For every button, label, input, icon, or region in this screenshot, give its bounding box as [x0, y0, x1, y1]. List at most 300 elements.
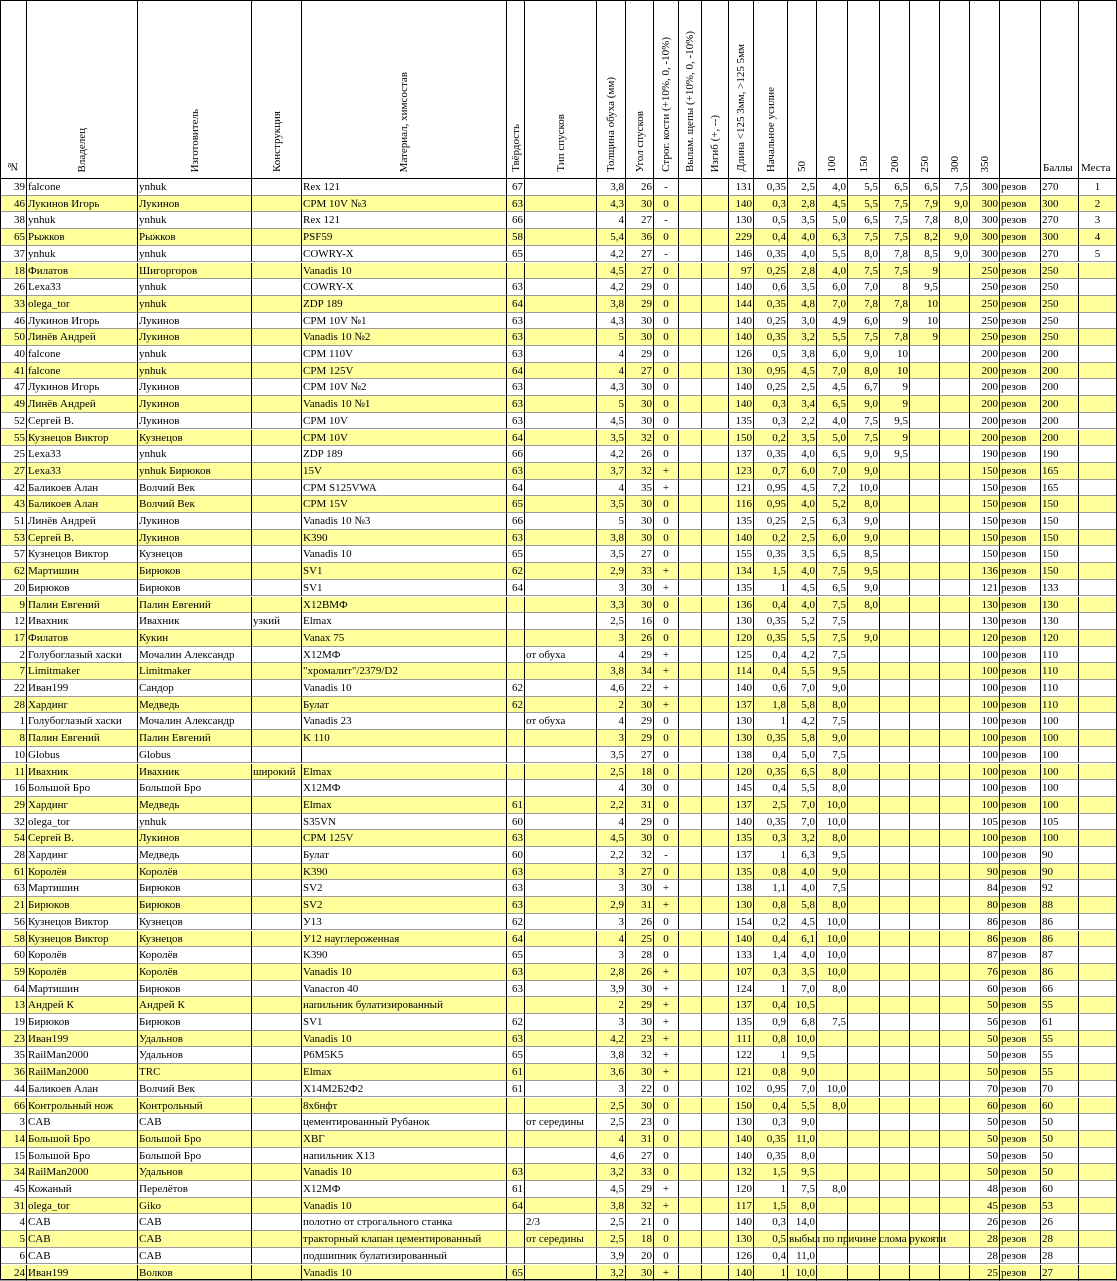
cell-c350: 28 [970, 1248, 1000, 1265]
cell-num: 28 [0, 847, 27, 864]
cell-c350: 130 [970, 597, 1000, 614]
cell-bone: + [654, 1181, 679, 1198]
cell-note: резов [1000, 1131, 1041, 1148]
cell-grind [525, 530, 597, 547]
cell-hardness [507, 764, 525, 781]
cell-c300 [940, 546, 970, 563]
cell-num: 56 [0, 914, 27, 931]
cell-note: резов [1000, 446, 1041, 463]
cell-c300 [940, 363, 970, 380]
cell-maker: Волчий Век [138, 496, 252, 513]
cell-maker: Перелётов [138, 1181, 252, 1198]
cell-force: 0,35 [754, 329, 788, 346]
cell-pliers [679, 1098, 702, 1115]
cell-pliers [679, 1231, 702, 1248]
cell-c50: 4,0 [788, 864, 817, 881]
cell-note: резов [1000, 764, 1041, 781]
cell-material: Vanadis 10 №2 [302, 329, 507, 346]
cell-design [252, 1014, 302, 1031]
cell-c200 [880, 463, 910, 480]
cell-angle: 30 [626, 597, 654, 614]
cell-note: резов [1000, 914, 1041, 931]
cell-bend [702, 1198, 729, 1215]
cell-hardness: 63 [507, 313, 525, 330]
cell-c300 [940, 296, 970, 313]
cell-design [252, 446, 302, 463]
cell-note: резов [1000, 296, 1041, 313]
cell-place [1079, 981, 1117, 998]
cell-angle: 36 [626, 229, 654, 246]
cell-c50: 7,0 [788, 981, 817, 998]
cell-c50: 10,0 [788, 1265, 817, 1281]
cell-note: резов [1000, 263, 1041, 280]
cell-grind [525, 1064, 597, 1081]
cell-c350: 150 [970, 463, 1000, 480]
cell-grind: от середины [525, 1114, 597, 1131]
cell-note: резов [1000, 1047, 1041, 1064]
cell-score: 100 [1041, 713, 1079, 730]
cell-c200 [880, 1148, 910, 1165]
cell-c350: 136 [970, 563, 1000, 580]
cell-pliers [679, 613, 702, 630]
cell-angle: 26 [626, 179, 654, 196]
cell-c50: 6,8 [788, 1014, 817, 1031]
cell-hardness: 63 [507, 379, 525, 396]
cell-pliers [679, 880, 702, 897]
cell-material: Vanadis 10 №1 [302, 396, 507, 413]
cell-c200 [880, 814, 910, 831]
cell-c150: 8,0 [848, 496, 880, 513]
cell-c250 [910, 730, 940, 747]
cell-c100: 10,0 [817, 914, 848, 931]
cell-c200: 7,5 [880, 212, 910, 229]
cell-c300 [940, 1148, 970, 1165]
cell-pliers [679, 1181, 702, 1198]
cell-owner: falcone [27, 179, 138, 196]
cell-c100: 6,5 [817, 580, 848, 597]
cell-thickness: 3 [597, 580, 626, 597]
cell-c50: 4,0 [788, 597, 817, 614]
cell-grind [525, 897, 597, 914]
header-c200 [880, 0, 910, 179]
cell-score: 190 [1041, 446, 1079, 463]
cell-material: Vanacron 40 [302, 981, 507, 998]
cell-c300 [940, 1031, 970, 1048]
cell-design [252, 530, 302, 547]
cell-c250 [910, 814, 940, 831]
cell-c150 [848, 997, 880, 1014]
cell-place [1079, 997, 1117, 1014]
cell-note: резов [1000, 680, 1041, 697]
cell-owner: Королёв [27, 864, 138, 881]
cell-c250 [910, 413, 940, 430]
cell-owner: Линёв Андрей [27, 396, 138, 413]
cell-angle: 29 [626, 296, 654, 313]
cell-angle: 30 [626, 379, 654, 396]
cell-place [1079, 480, 1117, 497]
cell-place: 1 [1079, 179, 1117, 196]
cell-grind [525, 346, 597, 363]
cell-thickness: 2,9 [597, 563, 626, 580]
cell-c200 [880, 1081, 910, 1098]
cell-maker: ynhuk [138, 363, 252, 380]
cell-num: 44 [0, 1081, 27, 1098]
cell-material: CPM 125V [302, 830, 507, 847]
cell-length: 135 [729, 513, 754, 530]
cell-length: 145 [729, 780, 754, 797]
cell-note: резов [1000, 597, 1041, 614]
cell-num: 66 [0, 1098, 27, 1115]
cell-score: 28 [1041, 1231, 1079, 1248]
cell-angle: 32 [626, 463, 654, 480]
cell-c200 [880, 864, 910, 881]
cell-c350: 190 [970, 446, 1000, 463]
cell-pliers [679, 797, 702, 814]
cell-c300 [940, 747, 970, 764]
cell-c150: 8,0 [848, 597, 880, 614]
cell-c150 [848, 780, 880, 797]
cell-grind [525, 480, 597, 497]
cell-place [1079, 430, 1117, 447]
cell-material: CPM 125V [302, 363, 507, 380]
cell-grind [525, 496, 597, 513]
cell-bone: 0 [654, 630, 679, 647]
cell-hardness: 65 [507, 1265, 525, 1281]
cell-grind [525, 196, 597, 213]
cell-thickness: 3 [597, 1081, 626, 1098]
cell-grind [525, 964, 597, 981]
cell-c100: 9,0 [817, 680, 848, 697]
cell-length: 135 [729, 830, 754, 847]
cell-c350: 50 [970, 1047, 1000, 1064]
cell-score: 66 [1041, 981, 1079, 998]
cell-angle: 26 [626, 914, 654, 931]
cell-c250: 7,9 [910, 196, 940, 213]
cell-place [1079, 814, 1117, 831]
cell-owner: Голубоглазый хаски [27, 647, 138, 664]
cell-score: 270 [1041, 212, 1079, 229]
cell-c150: 9,0 [848, 446, 880, 463]
cell-pliers [679, 814, 702, 831]
table-row [0, 647, 1117, 664]
cell-thickness: 3,6 [597, 1064, 626, 1081]
cell-c250 [910, 530, 940, 547]
table-row [0, 246, 1117, 263]
cell-c350: 50 [970, 997, 1000, 1014]
cell-maker: Мочалин Александр [138, 713, 252, 730]
cell-bend [702, 563, 729, 580]
cell-bone: 0 [654, 1114, 679, 1131]
cell-c100: 4,5 [817, 379, 848, 396]
cell-pliers [679, 597, 702, 614]
cell-bend [702, 1081, 729, 1098]
cell-c300 [940, 847, 970, 864]
cell-grind [525, 329, 597, 346]
cell-bend [702, 931, 729, 948]
cell-thickness: 3,9 [597, 1248, 626, 1265]
cell-angle: 29 [626, 997, 654, 1014]
cell-note: резов [1000, 396, 1041, 413]
cell-hardness: 65 [507, 1047, 525, 1064]
cell-force: 1 [754, 981, 788, 998]
cell-bend [702, 797, 729, 814]
cell-thickness: 3 [597, 730, 626, 747]
cell-note: резов [1000, 797, 1041, 814]
cell-score: 60 [1041, 1181, 1079, 1198]
cell-c200 [880, 513, 910, 530]
cell-thickness: 3,8 [597, 296, 626, 313]
cell-place [1079, 713, 1117, 730]
cell-score: 200 [1041, 363, 1079, 380]
table-row [0, 363, 1117, 380]
cell-c50: 2,8 [788, 196, 817, 213]
cell-material: Vanadis 10 [302, 1031, 507, 1048]
table-row [0, 1098, 1117, 1115]
cell-num: 28 [0, 697, 27, 714]
table-row [0, 630, 1117, 647]
cell-c150 [848, 1047, 880, 1064]
cell-length: 124 [729, 981, 754, 998]
cell-c100: 7,2 [817, 480, 848, 497]
cell-grind [525, 630, 597, 647]
cell-c100 [817, 1164, 848, 1181]
cell-place: 4 [1079, 229, 1117, 246]
cell-c100: 7,0 [817, 296, 848, 313]
table-row [0, 1231, 1117, 1248]
cell-thickness: 4 [597, 212, 626, 229]
cell-maker: Лукинов [138, 513, 252, 530]
cell-place [1079, 647, 1117, 664]
header-place [1079, 0, 1117, 179]
cell-c50: 9,5 [788, 1164, 817, 1181]
cell-bone: 0 [654, 830, 679, 847]
cell-grind [525, 697, 597, 714]
cell-design: узкий [252, 613, 302, 630]
table-row [0, 1181, 1117, 1198]
cell-hardness: 64 [507, 580, 525, 597]
cell-grind [525, 864, 597, 881]
table-row [0, 797, 1117, 814]
cell-c350: 100 [970, 647, 1000, 664]
cell-hardness: 61 [507, 1181, 525, 1198]
cell-grind [525, 446, 597, 463]
cell-bend [702, 730, 729, 747]
cell-c50: 6,0 [788, 463, 817, 480]
cell-pliers [679, 530, 702, 547]
cell-note: резов [1000, 313, 1041, 330]
cell-c100: 8,0 [817, 981, 848, 998]
cell-owner: Сергей В. [27, 830, 138, 847]
cell-c150 [848, 897, 880, 914]
header-angle-label: Угол спусков [634, 111, 646, 172]
cell-c150 [848, 680, 880, 697]
header-length-label: Длина <125 3мм, >125 5мм [735, 44, 747, 172]
cell-c50: 4,5 [788, 914, 817, 931]
cell-c50: 4,0 [788, 947, 817, 964]
cell-pliers [679, 981, 702, 998]
cell-c150: 9,0 [848, 580, 880, 597]
table-row [0, 613, 1117, 630]
cell-owner: ynhuk [27, 246, 138, 263]
cell-pliers [679, 630, 702, 647]
cell-material: подшипник булатизированный [302, 1248, 507, 1265]
cell-pliers [679, 1248, 702, 1265]
cell-score: 100 [1041, 797, 1079, 814]
cell-hardness [507, 647, 525, 664]
table-row [0, 981, 1117, 998]
cell-material: Elmax [302, 764, 507, 781]
cell-bend [702, 997, 729, 1014]
table-row [0, 764, 1117, 781]
cell-angle: 32 [626, 430, 654, 447]
cell-c250 [910, 747, 940, 764]
cell-num: 9 [0, 597, 27, 614]
table-row [0, 179, 1117, 196]
cell-c50: 3,8 [788, 346, 817, 363]
cell-c100: 9,5 [817, 847, 848, 864]
cell-owner: olega_tor [27, 814, 138, 831]
cell-owner: Кузнецов Виктор [27, 546, 138, 563]
cell-force: 0,95 [754, 363, 788, 380]
cell-c100: 4,0 [817, 413, 848, 430]
cell-c100: 6,3 [817, 229, 848, 246]
cell-force: 0,35 [754, 1131, 788, 1148]
cell-c200 [880, 1164, 910, 1181]
cell-hardness: 63 [507, 830, 525, 847]
cell-c50: 4,5 [788, 480, 817, 497]
cell-bend [702, 780, 729, 797]
cell-grind [525, 847, 597, 864]
cell-num: 21 [0, 897, 27, 914]
table-row [0, 697, 1117, 714]
cell-c350: 200 [970, 379, 1000, 396]
cell-c250: 9 [910, 329, 940, 346]
cell-num: 49 [0, 396, 27, 413]
cell-hardness: 63 [507, 279, 525, 296]
table-row [0, 1031, 1117, 1048]
cell-bend [702, 446, 729, 463]
cell-c200: 9 [880, 430, 910, 447]
cell-num: 8 [0, 730, 27, 747]
cell-hardness: 63 [507, 864, 525, 881]
cell-owner: Кузнецов Виктор [27, 931, 138, 948]
cell-c100: 8,0 [817, 830, 848, 847]
cell-c100: 7,5 [817, 713, 848, 730]
table-row [0, 847, 1117, 864]
cell-place [1079, 680, 1117, 697]
cell-c150: 9,0 [848, 513, 880, 530]
cell-thickness: 2,5 [597, 613, 626, 630]
cell-design [252, 1064, 302, 1081]
cell-c100: 4,9 [817, 313, 848, 330]
cell-force: 0,35 [754, 764, 788, 781]
cell-c350: 300 [970, 246, 1000, 263]
cell-c350: 121 [970, 580, 1000, 597]
cell-c300 [940, 914, 970, 931]
cell-c150: 9,5 [848, 563, 880, 580]
cell-c250 [910, 647, 940, 664]
table-row [0, 1047, 1117, 1064]
cell-maker: ynhuk [138, 446, 252, 463]
cell-material: Elmax [302, 797, 507, 814]
cell-c100: 5,0 [817, 430, 848, 447]
cell-grind [525, 780, 597, 797]
cell-num: 11 [0, 764, 27, 781]
cell-thickness: 2,5 [597, 1231, 626, 1248]
cell-bend [702, 1164, 729, 1181]
cell-material: Vanax 75 [302, 630, 507, 647]
cell-grind [525, 246, 597, 263]
cell-place [1079, 296, 1117, 313]
cell-place [1079, 947, 1117, 964]
cell-angle: 31 [626, 1131, 654, 1148]
cell-design [252, 546, 302, 563]
cell-score: 55 [1041, 1031, 1079, 1048]
cell-note: резов [1000, 1098, 1041, 1115]
cell-force: 0,8 [754, 864, 788, 881]
cell-design [252, 296, 302, 313]
cell-bone: + [654, 680, 679, 697]
table-row [0, 580, 1117, 597]
cell-pliers [679, 1198, 702, 1215]
header-length [729, 0, 754, 179]
cell-hardness: 64 [507, 931, 525, 948]
cell-bone: + [654, 697, 679, 714]
cell-material: PSF59 [302, 229, 507, 246]
cell-num: 40 [0, 346, 27, 363]
cell-c300 [940, 764, 970, 781]
cell-force: 0,35 [754, 730, 788, 747]
cell-length: 120 [729, 1181, 754, 1198]
cell-c250 [910, 379, 940, 396]
cell-grind [525, 1164, 597, 1181]
cell-length: 121 [729, 480, 754, 497]
cell-pliers [679, 1214, 702, 1231]
cell-design [252, 379, 302, 396]
cell-note: резов [1000, 480, 1041, 497]
cell-force: 0,3 [754, 964, 788, 981]
cell-c200: 7,8 [880, 246, 910, 263]
cell-place [1079, 1114, 1117, 1131]
cell-grind [525, 1198, 597, 1215]
cell-c100: 6,3 [817, 513, 848, 530]
cell-bend [702, 697, 729, 714]
table-row [0, 864, 1117, 881]
cell-c300 [940, 780, 970, 797]
cell-num: 35 [0, 1047, 27, 1064]
cell-note: резов [1000, 1031, 1041, 1048]
cell-c50: 5,8 [788, 897, 817, 914]
cell-c350: 100 [970, 680, 1000, 697]
cell-bend [702, 546, 729, 563]
cell-length: 130 [729, 1231, 754, 1248]
cell-c150 [848, 1214, 880, 1231]
cell-angle: 29 [626, 713, 654, 730]
cell-score: 86 [1041, 914, 1079, 931]
cell-place [1079, 329, 1117, 346]
cell-place [1079, 1265, 1117, 1281]
cell-c150: 5,5 [848, 196, 880, 213]
cell-maker: Лукинов [138, 413, 252, 430]
cell-grind [525, 313, 597, 330]
cell-c350: 90 [970, 864, 1000, 881]
cell-c50: 2,8 [788, 263, 817, 280]
cell-c300 [940, 981, 970, 998]
cell-place [1079, 463, 1117, 480]
cell-hardness: 63 [507, 964, 525, 981]
cell-bone: 0 [654, 396, 679, 413]
table-row [0, 897, 1117, 914]
